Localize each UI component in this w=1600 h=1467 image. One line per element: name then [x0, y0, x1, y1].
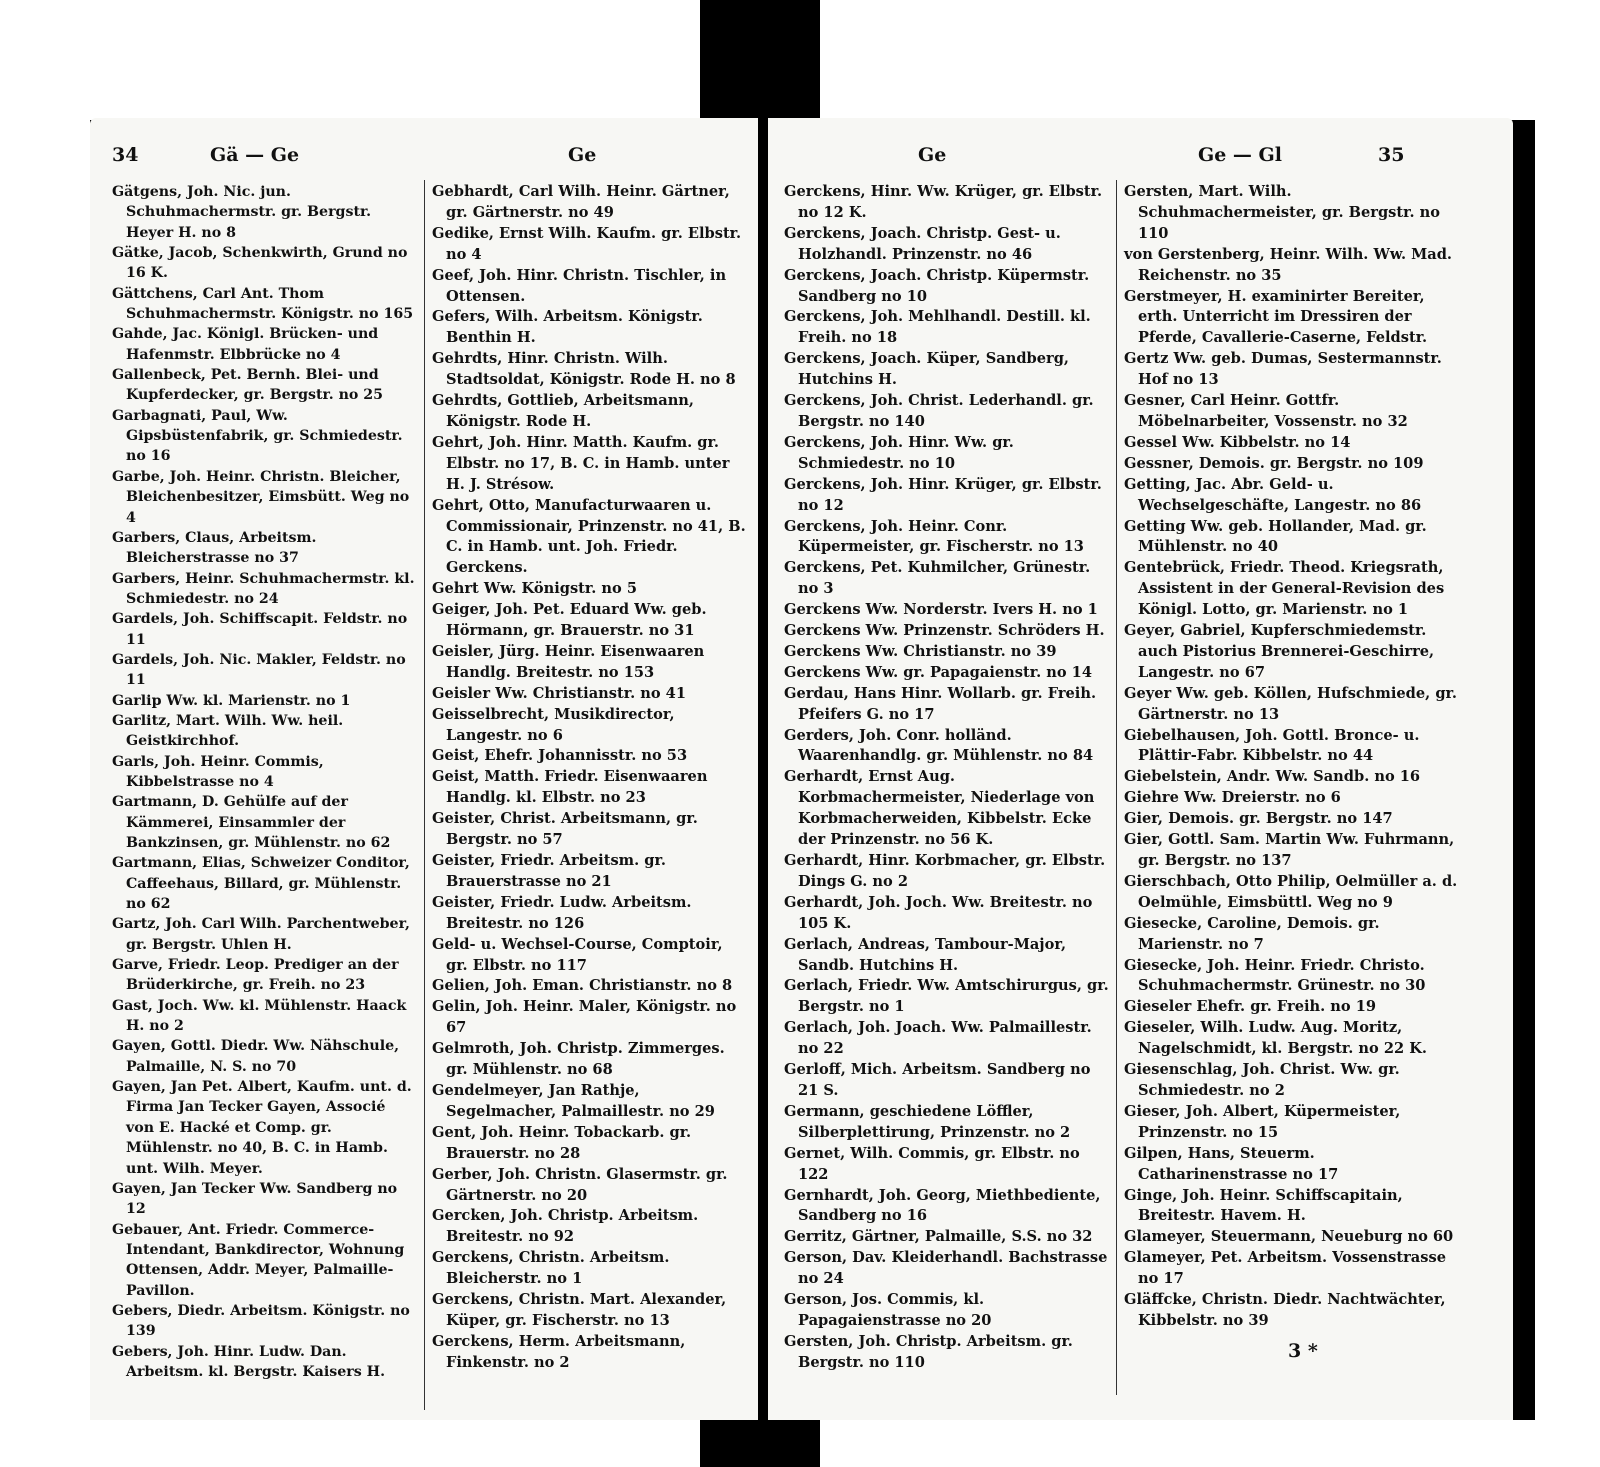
directory-entry: Gardels, Joh. Nic. Makler, Feldstr. no 11 — [112, 651, 406, 689]
directory-entry: Gerckens, Joh. Hinr. Ww. gr. Schmiedestr. no 10 — [784, 433, 1014, 472]
directory-entry: Gättchens, Carl Ant. Thom Schuhmachermstr. Königstr. no 165 — [112, 285, 414, 323]
directory-entry: Gätke, Jacob, Schenkwirth, Grund no 16 K. — [112, 245, 408, 282]
directory-entry: Garlitz, Mart. Wilh. Ww. heil. Geistkirchhof. — [112, 712, 344, 750]
directory-entry: Gendelmeyer, Jan Rathje, Segelmacher, Palmaillestr. no 29 — [432, 1081, 715, 1120]
directory-entry: Gebers, Joh. Hinr. Ludw. Dan. Arbeitsm. kl. Bergstr. Kaisers H. — [112, 1343, 386, 1380]
directory-entry: Gier, Gottl. Sam. Martin Ww. Fuhrmann, gr. Bergstr. no 137 — [1124, 831, 1455, 869]
directory-entry: Gessner, Demois. gr. Bergstr. no 109 — [1124, 454, 1424, 472]
running-header: Gä — Ge — [210, 144, 300, 166]
directory-entry: Gersten, Joh. Christp. Arbeitsm. gr. Bergstr. no 110 — [784, 1332, 1073, 1371]
directory-entry: Germann, geschiedene Löffler, Silberplettirung, Prinzenstr. no 2 — [784, 1102, 1071, 1141]
directory-entry: Gast, Joch. Ww. kl. Mühlenstr. Haack H. no 2 — [112, 997, 407, 1035]
directory-entry: Gilpen, Hans, Steuerm. Catharinenstrasse no 17 — [1124, 1144, 1339, 1183]
page-number: 34 — [112, 144, 139, 166]
directory-entry: Gerckens, Hinr. Ww. Krüger, gr. Elbstr. no 12 K. — [784, 183, 1103, 221]
directory-entry: Gerhardt, Ernst Aug. Korbmachermeister, Niederlage von Korbmacherweiden, Kibbelstr. Ecke der Prinzenstr. no 56 K. — [784, 768, 1095, 849]
left-page — [90, 118, 758, 1420]
directory-entry: Garls, Joh. Heinr. Commis, Kibbelstrasse no 4 — [112, 753, 324, 790]
directory-entry: Geist, Ehefr. Johannisstr. no 53 — [432, 747, 688, 765]
directory-entry: Geef, Joh. Hinr. Christn. Tischler, in Ottensen. — [432, 266, 727, 305]
directory-entry: Glameyer, Steuermann, Neueburg no 60 — [1124, 1228, 1454, 1246]
directory-entry: Gerstmeyer, H. examinirter Bereiter, erth. Unterricht im Dressiren der Pferde, Cavallerie-Caserne, Feldstr. — [1124, 287, 1428, 347]
directory-entry: Gayen, Jan Tecker Ww. Sandberg no 12 — [112, 1180, 398, 1218]
directory-entry: Gieser, Joh. Albert, Küpermeister, Prinzenstr. no 15 — [1124, 1102, 1401, 1141]
running-header: Ge — [568, 144, 597, 166]
directory-entry: Gerckens Ww. Prinzenstr. Schröders H. — [784, 622, 1105, 640]
directory-entry: Gent, Joh. Heinr. Tobackarb. gr. Brauerstr. no 28 — [432, 1123, 692, 1162]
directory-entry: Giebelhausen, Joh. Gottl. Bronce- u. Plättir-Fabr. Kibbelstr. no 44 — [1124, 726, 1420, 765]
directory-entry: Gelmroth, Joh. Christp. Zimmerges. gr. Mühlenstr. no 68 — [432, 1040, 725, 1079]
directory-entry: Gayen, Jan Pet. Albert, Kaufm. unt. d. Firma Jan Tecker Gayen, Associé von E. Hacké et Comp. gr. Mühlenstr. no 40, B. C. in Hamb. unt. Wilh. Meyer. — [112, 1079, 412, 1177]
directory-entry: Gerckens, Joach. Küper, Sandberg, Hutchins H. — [784, 350, 1069, 389]
directory-entry: Gebers, Diedr. Arbeitsm. Königstr. no 139 — [112, 1302, 410, 1340]
scan-margin-left — [0, 0, 90, 1467]
directory-entry: Garbagnati, Paul, Ww. Gipsbüstenfabrik, gr. Schmiedestr. no 16 — [112, 407, 403, 465]
directory-entry: Gartz, Joh. Carl Wilh. Parchentweber, gr. Bergstr. Uhlen H. — [112, 916, 410, 953]
directory-entry: Gehrt, Otto, Manufacturwaaren u. Commissionair, Prinzenstr. no 41, B. C. in Hamb. unt. Joh. Friedr. Gerckens. — [432, 496, 746, 577]
directory-entry: Gedike, Ernst Wilh. Kaufm. gr. Elbstr. no 4 — [432, 224, 742, 263]
directory-entry: Gerson, Dav. Kleiderhandl. Bachstrasse no 24 — [784, 1249, 1108, 1288]
directory-entry: Gehrt Ww. Königstr. no 5 — [432, 580, 638, 598]
directory-entry: Ginge, Joh. Heinr. Schiffscapitain, Breitestr. Havem. H. — [1124, 1186, 1403, 1225]
directory-entry: Gelien, Joh. Eman. Christianstr. no 8 — [432, 977, 733, 995]
directory-entry: Gerlach, Friedr. Ww. Amtschirurgus, gr. Bergstr. no 1 — [784, 977, 1109, 1016]
directory-entry: Giesecke, Caroline, Demois. gr. Marienstr. no 7 — [1124, 914, 1380, 953]
directory-entry: Gerson, Jos. Commis, kl. Papagaienstrasse no 20 — [784, 1291, 992, 1329]
directory-entry: Gerckens, Joh. Mehlhandl. Destill. kl. Freih. no 18 — [784, 308, 1091, 347]
directory-entry: Gerckens Ww. Christianstr. no 39 — [784, 642, 1057, 660]
column-rule — [424, 180, 425, 1410]
directory-entry: Gayen, Gottl. Diedr. Ww. Nähschule, Palmaille, N. S. no 70 — [112, 1038, 400, 1075]
directory-entry: Gehrdts, Hinr. Christn. Wilh. Stadtsoldat, Königstr. Rode H. no 8 — [432, 350, 736, 389]
directory-entry: Gerckens, Pet. Kuhmilcher, Grünestr. no 3 — [784, 559, 1091, 598]
directory-entry: Gerhardt, Hinr. Korbmacher, gr. Elbstr. Dings G. no 2 — [784, 852, 1106, 890]
directory-entry: Gerritz, Gärtner, Palmaille, S.S. no 32 — [784, 1228, 1093, 1246]
directory-entry: Gätgens, Joh. Nic. jun. Schuhmachermstr. gr. Bergstr. Heyer H. no 8 — [112, 184, 372, 241]
directory-entry: Gerckens, Christn. Arbeitsm. Bleicherstr. no 1 — [432, 1249, 670, 1288]
directory-entry: Gallenbeck, Pet. Bernh. Blei- und Kupferdecker, gr. Bergstr. no 25 — [112, 367, 384, 404]
directory-entry: Gertz Ww. geb. Dumas, Sestermannstr. Hof no 13 — [1124, 350, 1442, 389]
directory-entry: Giesecke, Joh. Heinr. Friedr. Christo. Schuhmachermstr. Grünestr. no 30 — [1124, 956, 1426, 995]
directory-entry: Gerdau, Hans Hinr. Wollarb. gr. Freih. Pfeifers G. no 17 — [784, 684, 1097, 723]
directory-entry: Gerckens, Joach. Christp. Gest- u. Holzhandl. Prinzenstr. no 46 — [784, 224, 1061, 263]
directory-entry: Geister, Friedr. Ludw. Arbeitsm. Breitestr. no 126 — [432, 893, 692, 932]
directory-entry: Gesner, Carl Heinr. Gottfr. Möbelnarbeiter, Vossenstr. no 32 — [1124, 392, 1408, 430]
directory-entry: Geisselbrecht, Musikdirector, Langestr. no 6 — [432, 705, 675, 744]
directory-entry: Gerloff, Mich. Arbeitsm. Sandberg no 21 S. — [784, 1061, 1091, 1099]
directory-entry: Gläffcke, Christn. Diedr. Nachtwächter, Kibbelstr. no 39 — [1124, 1291, 1446, 1329]
directory-entry: Gerckens, Joach. Christp. Küpermstr. Sandberg no 10 — [784, 266, 1090, 305]
directory-entry: Garlip Ww. kl. Marienstr. no 1 — [112, 692, 351, 709]
directory-entry: Garve, Friedr. Leop. Prediger an der Brüderkirche, gr. Freih. no 23 — [112, 957, 399, 994]
directory-entry: Gerders, Joh. Conr. holländ. Waarenhandlg. gr. Mühlenstr. no 84 — [784, 726, 1094, 765]
directory-entry: Gehrdts, Gottlieb, Arbeitsmann, Königstr. Rode H. — [432, 392, 694, 430]
directory-entry: Getting, Jac. Abr. Geld- u. Wechselgeschäfte, Langestr. no 86 — [1124, 475, 1422, 514]
column-rule — [1116, 180, 1117, 1395]
directory-entry: Gierschbach, Otto Philip, Oelmüller a. d. Oelmühle, Eimsbüttl. Weg no 9 — [1124, 872, 1458, 911]
directory-entry: Garbers, Heinr. Schuhmachermstr. kl. Schmiedestr. no 24 — [112, 570, 415, 607]
directory-entry: Glameyer, Pet. Arbeitsm. Vossenstrasse no 17 — [1124, 1249, 1446, 1288]
directory-entry: Gier, Demois. gr. Bergstr. no 147 — [1124, 810, 1393, 828]
directory-entry: Getting Ww. geb. Hollander, Mad. gr. Mühlenstr. no 40 — [1124, 517, 1427, 556]
directory-entry: Gessel Ww. Kibbelstr. no 14 — [1124, 433, 1351, 451]
directory-entry: von Gerstenberg, Heinr. Wilh. Ww. Mad. Reichenstr. no 35 — [1124, 245, 1453, 284]
directory-entry: Geyer Ww. geb. Köllen, Hufschmiede, gr. Gärtnerstr. no 13 — [1124, 684, 1457, 723]
directory-entry: Gerber, Joh. Christn. Glasermstr. gr. Gärtnerstr. no 20 — [432, 1165, 728, 1204]
directory-entry: Gerckens Ww. gr. Papagaienstr. no 14 — [784, 663, 1092, 681]
running-header: Ge — [918, 144, 947, 166]
directory-entry: Gerlach, Joh. Joach. Ww. Palmaillestr. no 22 — [784, 1019, 1092, 1058]
directory-entry: Gerhardt, Joh. Joch. Ww. Breitestr. no 105 K. — [784, 893, 1093, 932]
signature-mark: 3 * — [1288, 1340, 1318, 1362]
directory-entry: Gieseler, Wilh. Ludw. Aug. Moritz, Nagelschmidt, kl. Bergstr. no 22 K. — [1124, 1019, 1428, 1058]
directory-entry: Gieseler Ehefr. gr. Freih. no 19 — [1124, 998, 1377, 1016]
directory-entry: Gernet, Wilh. Commis, gr. Elbstr. no 122 — [784, 1144, 1080, 1183]
directory-entry: Gardels, Joh. Schiffscapit. Feldstr. no 11 — [112, 611, 408, 648]
directory-entry: Garbe, Joh. Heinr. Christn. Bleicher, Bleichenbesitzer, Eimsbütt. Weg no 4 — [112, 468, 410, 526]
directory-entry: Geld- u. Wechsel-Course, Comptoir, gr. Elbstr. no 117 — [432, 935, 723, 974]
directory-entry: Gerckens, Joh. Heinr. Conr. Küpermeister, gr. Fischerstr. no 13 — [784, 517, 1084, 556]
directory-entry: Gefers, Wilh. Arbeitsm. Königstr. Benthin H. — [432, 308, 703, 347]
directory-entry: Geister, Christ. Arbeitsmann, gr. Bergstr. no 57 — [432, 810, 698, 849]
directory-entry: Geiger, Joh. Pet. Eduard Ww. geb. Hörmann, gr. Brauerstr. no 31 — [432, 601, 707, 640]
directory-column — [112, 182, 417, 1382]
directory-entry: Geister, Friedr. Arbeitsm. gr. Brauerstrasse no 21 — [432, 852, 666, 890]
running-header: Ge — Gl — [1198, 144, 1282, 166]
directory-entry: Gerckens, Christn. Mart. Alexander, Küper, gr. Fischerstr. no 13 — [432, 1291, 727, 1329]
directory-entry: Gerlach, Andreas, Tambour-Major, Sandb. Hutchins H. — [784, 935, 1067, 974]
directory-entry: Geist, Matth. Friedr. Eisenwaaren Handlg. kl. Elbstr. no 23 — [432, 768, 708, 807]
directory-entry: Gerckens Ww. Norderstr. Ivers H. no 1 — [784, 601, 1098, 619]
directory-entry: Gelin, Joh. Heinr. Maler, Königstr. no 67 — [432, 998, 737, 1037]
directory-entry: Gerckens, Joh. Hinr. Krüger, gr. Elbstr. no 12 — [784, 475, 1102, 514]
directory-entry: Giesenschlag, Joh. Christ. Ww. gr. Schmiedestr. no 2 — [1124, 1061, 1400, 1099]
directory-column — [1124, 182, 1464, 1332]
directory-entry: Gersten, Mart. Wilh. Schuhmachermeister, gr. Bergstr. no 110 — [1124, 183, 1440, 242]
right-page — [768, 118, 1513, 1420]
directory-column — [784, 182, 1109, 1374]
scan-margin-right — [1535, 0, 1600, 1467]
directory-entry: Giebelstein, Andr. Ww. Sandb. no 16 — [1124, 768, 1421, 786]
directory-entry: Giehre Ww. Dreierstr. no 6 — [1124, 789, 1341, 807]
directory-entry: Gartmann, D. Gehülfe auf der Kämmerei, Einsammler der Bankzinsen, gr. Mühlenstr. no 62 — [112, 794, 391, 851]
page-number: 35 — [1378, 144, 1405, 166]
directory-entry: Gentebrück, Friedr. Theod. Kriegsrath, Assistent in der General-Revision des Königl. Lotto, gr. Marienstr. no 1 — [1124, 559, 1445, 619]
directory-entry: Geisler, Jürg. Heinr. Eisenwaaren Handlg. Breitestr. no 153 — [432, 642, 705, 681]
directory-entry: Gercken, Joh. Christp. Arbeitsm. Breitestr. no 92 — [432, 1207, 699, 1246]
directory-entry: Gebhardt, Carl Wilh. Heinr. Gärtner, gr. Gärtnerstr. no 49 — [432, 183, 730, 221]
directory-entry: Garbers, Claus, Arbeitsm. Bleicherstrasse no 37 — [112, 529, 317, 567]
directory-column — [432, 182, 747, 1374]
directory-entry: Gehrt, Joh. Hinr. Matth. Kaufm. gr. Elbstr. no 17, B. C. in Hamb. unter H. J. Strésow. — [432, 433, 730, 493]
directory-entry: Gebauer, Ant. Friedr. Commerce-Intendant, Bankdirector, Wohnung Ottensen, Addr. Meyer, Palmaille-Pavillon. — [112, 1221, 405, 1299]
directory-entry: Gartmann, Elias, Schweizer Conditor, Caffeehaus, Billard, gr. Mühlenstr. no 62 — [112, 855, 410, 913]
directory-entry: Gahde, Jac. Königl. Brücken- und Hafenmstr. Elbbrücke no 4 — [112, 326, 379, 363]
directory-entry: Geisler Ww. Christianstr. no 41 — [432, 684, 686, 702]
directory-entry: Gernhardt, Joh. Georg, Miethbediente, Sandberg no 16 — [784, 1186, 1101, 1225]
directory-entry: Gerckens, Herm. Arbeitsmann, Finkenstr. no 2 — [432, 1332, 686, 1371]
directory-entry: Gerckens, Joh. Christ. Lederhandl. gr. Bergstr. no 140 — [784, 392, 1094, 430]
directory-entry: Geyer, Gabriel, Kupferschmiedemstr. auch Pistorius Brennerei-Geschirre, Langestr. no 67 — [1124, 622, 1435, 681]
